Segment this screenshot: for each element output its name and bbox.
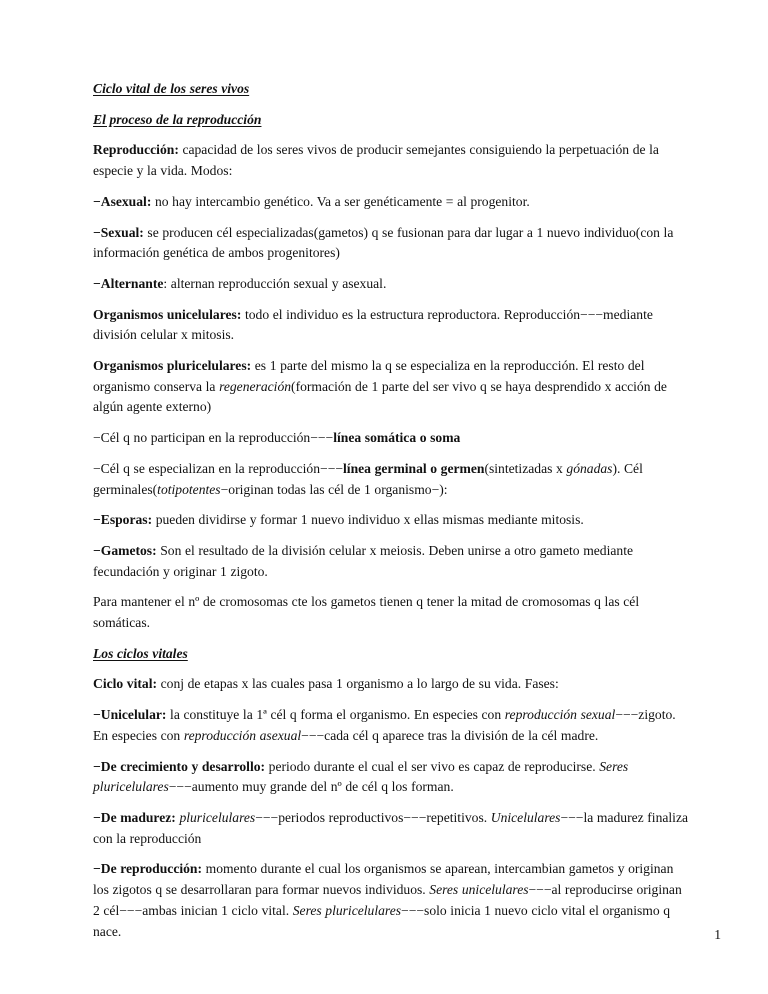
- text-run: : alternan reproducción sexual y asexual.: [163, 275, 387, 291]
- paragraph: [93, 541, 689, 582]
- text-run: Unicelulares: [490, 809, 561, 825]
- text-run: Para mantener el nº de cromosomas cte los gametos tienen q tener la mitad de cromosomas q las cél somáticas.: [93, 594, 640, 631]
- section-heading: [93, 79, 689, 100]
- text-run: −−−cada cél q aparece tras la división de la cél madre.: [301, 727, 599, 743]
- text-run: pluricelulares: [179, 809, 256, 825]
- text-run: −−−la madurez finaliza con la reproducción: [93, 809, 689, 846]
- text-run: ). Cél germinales(: [93, 460, 643, 497]
- paragraph: [93, 305, 689, 346]
- text-run: es 1 parte del mismo la q se especializa en la reproducción. El resto del organismo conserva la: [93, 358, 645, 394]
- paragraph: [93, 356, 689, 418]
- section-heading: [93, 644, 689, 665]
- text-run: −Unicelular:: [93, 707, 167, 723]
- text-run: la constituye la 1ª cél q forma el organismo. En especies con: [166, 707, 505, 723]
- text-run: no hay intercambio genético. Va a ser genéticamente = al progenitor.: [151, 193, 530, 209]
- text-run: −Sexual:: [93, 224, 144, 240]
- paragraph: [93, 674, 689, 695]
- text-run: El proceso de la reproducción: [93, 111, 262, 127]
- text-run: todo el individuo es la estructura reproductora. Reproducción−−−mediante división celular x mitosis.: [93, 306, 653, 343]
- text-run: momento durante el cual los organismos se aparean, intercambian gametos y originan los zigotos q se desarrollaran para formar nuevos individuos.: [93, 861, 674, 898]
- text-run: periodo durante el cual el ser vivo es capaz de reproducirse.: [265, 758, 600, 774]
- text-run: −Alternante: [93, 275, 164, 291]
- text-run: línea germinal o germen: [343, 460, 485, 476]
- text-run: reproducción asexual: [183, 727, 302, 743]
- text-run: pueden dividirse y formar 1 nuevo individuo x ellas mismas mediante mitosis.: [152, 512, 584, 528]
- text-run: Organismos unicelulares:: [93, 306, 242, 322]
- text-run: Organismos pluricelulares:: [93, 358, 252, 374]
- text-run: regeneración: [219, 378, 292, 394]
- paragraph: [93, 140, 689, 181]
- section-heading: [93, 110, 689, 131]
- text-run: −−−al reproducirse originan 2 cél−−−ambas inician 1 ciclo vital.: [93, 882, 682, 918]
- paragraph: [93, 274, 689, 295]
- text-run: −Cél q no participan en la reproducción−−−: [93, 430, 334, 446]
- paragraph: [93, 808, 689, 849]
- text-run: Reproducción:: [93, 142, 179, 158]
- text-run: −Asexual:: [93, 193, 152, 209]
- text-run: −De reproducción:: [93, 861, 203, 877]
- text-run: Los ciclos vitales: [93, 645, 188, 661]
- text-run: −−−zigoto. En especies con: [93, 707, 676, 743]
- text-run: Seres pluricelulares: [292, 902, 402, 918]
- document-body: [93, 79, 689, 952]
- text-run: −−−solo inicia 1 nuevo ciclo vital el organismo q nace.: [93, 902, 671, 939]
- text-run: Seres unicelulares: [429, 882, 529, 898]
- paragraph: [93, 592, 689, 633]
- text-run: −De madurez:: [93, 809, 176, 825]
- text-run: gónadas: [566, 460, 613, 476]
- paragraph: [93, 428, 689, 449]
- text-run: −originan todas las cél de 1 organismo−):: [220, 481, 448, 497]
- text-run: capacidad de los seres vivos de producir semejantes consiguiendo la perpetuación de la especie y la vida. Modos:: [93, 142, 659, 179]
- text-run: totipotentes: [157, 481, 221, 497]
- text-run: se producen cél especializadas(gametos) q se fusionan para dar lugar a 1 nuevo individuo(con la información genética de ambos progenitores): [93, 224, 674, 261]
- text-run: Son el resultado de la división celular x meiosis. Deben unirse a otro gameto mediante fecundación y originar 1 zigoto.: [93, 542, 634, 579]
- paragraph: [93, 459, 689, 500]
- text-run: −−−aumento muy grande del nº de cél q los forman.: [168, 779, 454, 795]
- paragraph: [93, 223, 689, 264]
- paragraph: [93, 510, 689, 531]
- text-run: Ciclo vital de los seres vivos: [93, 81, 250, 96]
- text-run: (formación de 1 parte del ser vivo q se haya desprendido x acción de algún agente externo): [93, 378, 667, 415]
- paragraph: [93, 859, 689, 942]
- text-run: Seres pluricelulares: [93, 758, 629, 795]
- paragraph: [93, 192, 689, 213]
- text-run: −Esporas:: [93, 512, 153, 528]
- text-run: línea somática o soma: [333, 430, 461, 446]
- text-run: −Cél q se especializan en la reproducción−−−: [93, 460, 344, 476]
- page-number: 1: [714, 927, 721, 942]
- paragraph: [93, 705, 689, 746]
- text-run: reproducción sexual: [504, 707, 616, 723]
- paragraph: [93, 757, 689, 798]
- text-run: −Gametos:: [93, 542, 157, 558]
- text-run: −−−periodos reproductivos−−−repetitivos.: [255, 809, 491, 825]
- text-run: conj de etapas x las cuales pasa 1 organismo a lo largo de su vida. Fases:: [157, 676, 559, 692]
- text-run: Ciclo vital:: [93, 676, 158, 692]
- text-run: (sintetizadas x: [484, 460, 567, 476]
- text-run: −De crecimiento y desarrollo:: [93, 758, 266, 774]
